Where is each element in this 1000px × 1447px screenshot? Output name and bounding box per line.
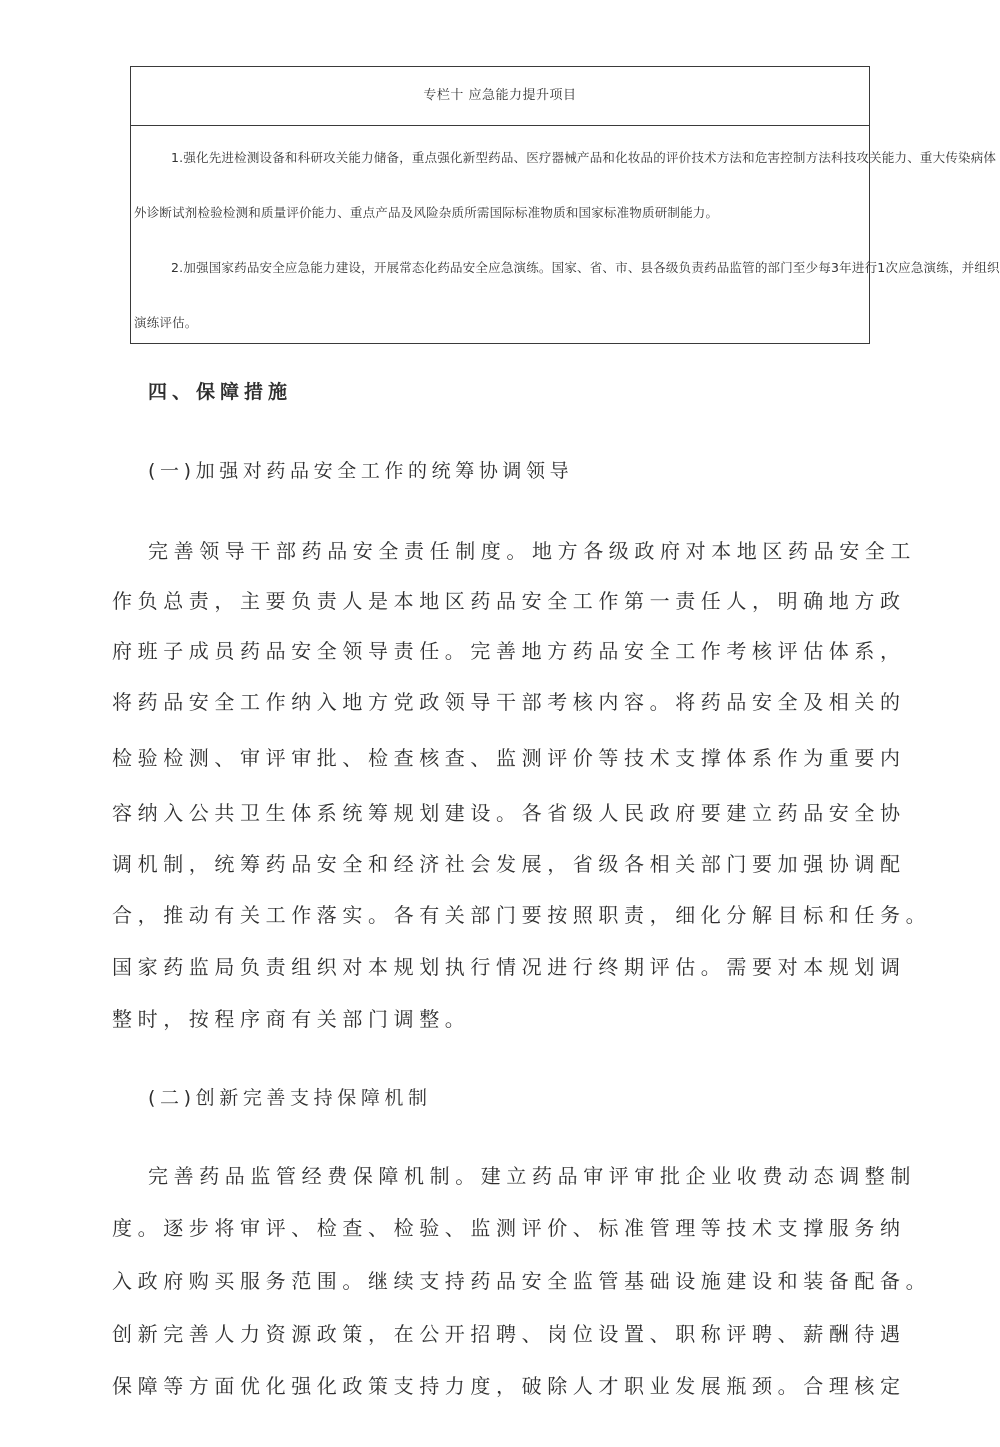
paragraph-line: 作负总责，主要负责人是本地区药品安全工作第一责任人，明确地方政 <box>112 589 906 613</box>
section-heading: 四、保障措施 <box>148 381 293 403</box>
paragraph-line: 合，推动有关工作落实。各有关部门要按照职责，细化分解目标和任务。 <box>112 903 932 927</box>
paragraph-line: 完善领导干部药品安全责任制度。地方各级政府对本地区药品安全工 <box>148 539 916 563</box>
feature-box-line: 1.强化先进检测设备和科研攻关能力储备，重点强化新型药品、医疗器械产品和化妆品的评价技术方法和危害控制方法科技攻关能力、重大传染病体 <box>171 150 997 165</box>
paragraph-line: 检验检测、审评审批、检查核查、监测评价等技术支撑体系作为重要内 <box>112 746 906 770</box>
paragraph-line: 将药品安全工作纳入地方党政领导干部考核内容。将药品安全及相关的 <box>112 690 906 714</box>
paragraph-line: 完善药品监管经费保障机制。建立药品审评审批企业收费动态调整制 <box>148 1164 916 1188</box>
paragraph-line: 容纳入公共卫生体系统筹规划建设。各省级人民政府要建立药品安全协 <box>112 801 906 825</box>
paragraph-line: 保障等方面优化强化政策支持力度，破除人才职业发展瓶颈。合理核定 <box>112 1374 906 1398</box>
paragraph-line: 整时，按程序商有关部门调整。 <box>112 1007 471 1031</box>
paragraph-line: 创新完善人力资源政策，在公开招聘、岗位设置、职称评聘、薪酬待遇 <box>112 1322 906 1346</box>
subsection-title: (二)创新完善支持保障机制 <box>148 1087 432 1109</box>
paragraph-line: 入政府购买服务范围。继续支持药品安全监管基础设施建设和装备配备。 <box>112 1269 932 1293</box>
paragraph-line: 度。逐步将审评、检查、检验、监测评价、标准管理等技术支撑服务纳 <box>112 1216 906 1240</box>
subsection-title: (一)加强对药品安全工作的统筹协调领导 <box>148 460 574 482</box>
feature-box-line: 演练评估。 <box>134 315 198 330</box>
feature-box-line: 外诊断试剂检验检测和质量评价能力、重点产品及风险杂质所需国际标准物质和国家标准物质研制能力。 <box>134 205 719 220</box>
paragraph-line: 国家药监局负责组织对本规划执行情况进行终期评估。需要对本规划调 <box>112 955 906 979</box>
feature-box-title: 专栏十 应急能力提升项目 <box>131 67 869 126</box>
paragraph-line: 府班子成员药品安全领导责任。完善地方药品安全工作考核评估体系， <box>112 639 906 663</box>
paragraph-line: 调机制，统筹药品安全和经济社会发展，省级各相关部门要加强协调配 <box>112 852 906 876</box>
feature-box-line: 2.加强国家药品安全应急能力建设，开展常态化药品安全应急演练。国家、省、市、县各级负责药品监管的部门至少每3年进行1次应急演练，并组织 <box>171 260 1000 275</box>
